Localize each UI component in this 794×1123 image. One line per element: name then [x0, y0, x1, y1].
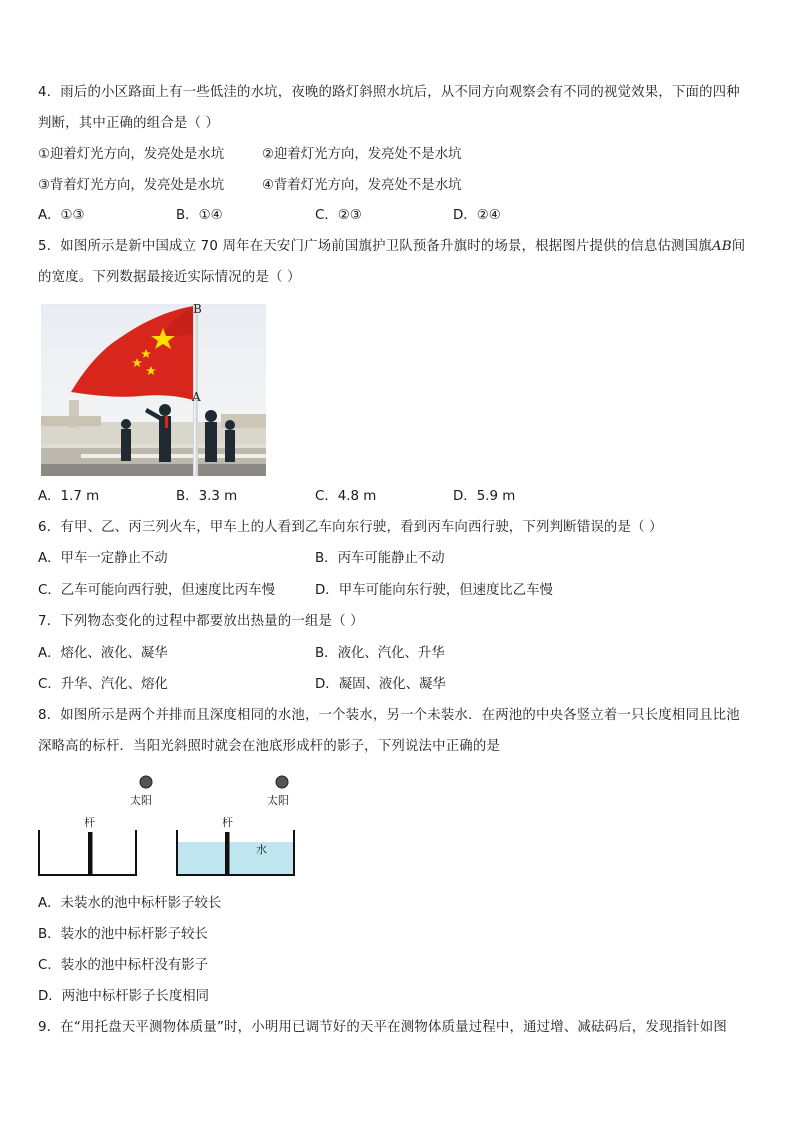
right-sun-icon [276, 776, 288, 788]
water-label: 水 [256, 843, 267, 856]
q7-option-d[interactable]: D．凝固、液化、凝华 [315, 677, 446, 692]
q8-stem-line2: 深略高的标杆．当阳光斜照时就会在池底形成杆的影子，下列说法中正确的是 [38, 739, 501, 754]
q8-stem-line1: 8．如图所示是两个并排而且深度相同的水池，一个装水，另一个未装水．在两池的中央各竖立着一只长度相同且比池 [38, 708, 740, 723]
q5-option-c[interactable]: C．4.8 m [315, 489, 377, 504]
q4-statement-4: ④背着灯光方向，发亮处不是水坑 [262, 178, 462, 193]
q8-option-b[interactable]: B．装水的池中标杆影子较长 [38, 927, 208, 942]
q7-option-c[interactable]: C．升华、汽化、熔化 [38, 677, 168, 692]
left-pole-label: 杆 [84, 816, 95, 829]
q8-option-a[interactable]: A．未装水的池中标杆影子较长 [38, 896, 222, 911]
right-sun-label: 太阳 [267, 794, 289, 807]
q8-option-d[interactable]: D．两池中标杆影子长度相同 [38, 989, 209, 1004]
q4-option-a[interactable]: A．①③ [38, 208, 85, 223]
flag-label-b: B [193, 304, 202, 316]
q6-option-a[interactable]: A．甲车一定静止不动 [38, 551, 168, 566]
pool-diagram [36, 772, 298, 880]
q6-option-c[interactable]: C．乙车可能向西行驶，但速度比丙车慢 [38, 583, 275, 598]
q5-option-d[interactable]: D．5.9 m [453, 489, 516, 504]
flag-label-a: A [192, 390, 201, 404]
q9-stem: 9．在“用托盘天平测物体质量”时，小明用已调节好的天平在测物体质量过程中，通过增、减砝码后，发现指针如图 [38, 1020, 727, 1035]
q7-option-b[interactable]: B．液化、汽化、升华 [315, 646, 445, 661]
empty-pool-pole [88, 832, 93, 876]
empty-pool-outline [39, 830, 136, 875]
q4-statement-2: ②迎着灯光方向，发亮处不是水坑 [262, 147, 462, 162]
q5-option-a[interactable]: A．1.7 m [38, 489, 100, 504]
q7-stem: 7．下列物态变化的过程中都要放出热量的一组是（ ） [38, 614, 364, 629]
right-pole-label: 杆 [222, 816, 233, 829]
q7-option-a[interactable]: A．熔化、液化、凝华 [38, 646, 168, 661]
q5-option-b[interactable]: B．3.3 m [176, 489, 238, 504]
water-pool-pole [225, 832, 230, 876]
q4-statement-1: ①迎着灯光方向，发亮处是水坑 [38, 147, 225, 162]
q6-option-b[interactable]: B．丙车可能静止不动 [315, 551, 445, 566]
q5-stem-line2: 的宽度。下列数据最接近实际情况的是（ ） [38, 270, 301, 285]
left-sun-icon [140, 776, 152, 788]
q8-option-c[interactable]: C．装水的池中标杆没有影子 [38, 958, 209, 973]
q4-statement-3: ③背着灯光方向，发亮处是水坑 [38, 178, 225, 193]
q4-option-b[interactable]: B．①④ [176, 208, 223, 223]
q4-option-c[interactable]: C．②③ [315, 208, 362, 223]
left-sun-label: 太阳 [130, 794, 152, 807]
q5-stem-line1: 5．如图所示是新中国成立 70 周年在天安门广场前国旗护卫队预备升旗时的场景，根据图片提供的信息估测国旗AB间 [38, 239, 746, 254]
q4-stem-line1: 4．雨后的小区路面上有一些低洼的水坑，夜晚的路灯斜照水坑后，从不同方向观察会有不同的视觉效果，下面的四种 [38, 85, 740, 100]
q6-option-d[interactable]: D．甲车可能向东行驶，但速度比乙车慢 [315, 583, 553, 598]
water-fill [177, 842, 294, 875]
q4-option-d[interactable]: D．②④ [453, 208, 501, 223]
q6-stem: 6．有甲、乙、丙三列火车，甲车上的人看到乙车向东行驶，看到丙车向西行驶，下列判断错误的是（ ） [38, 520, 663, 535]
q4-stem-line2: 判断，其中正确的组合是（ ） [38, 116, 220, 131]
flag-raising-photo [41, 304, 266, 476]
q5-variable-ab: AB [711, 239, 732, 254]
